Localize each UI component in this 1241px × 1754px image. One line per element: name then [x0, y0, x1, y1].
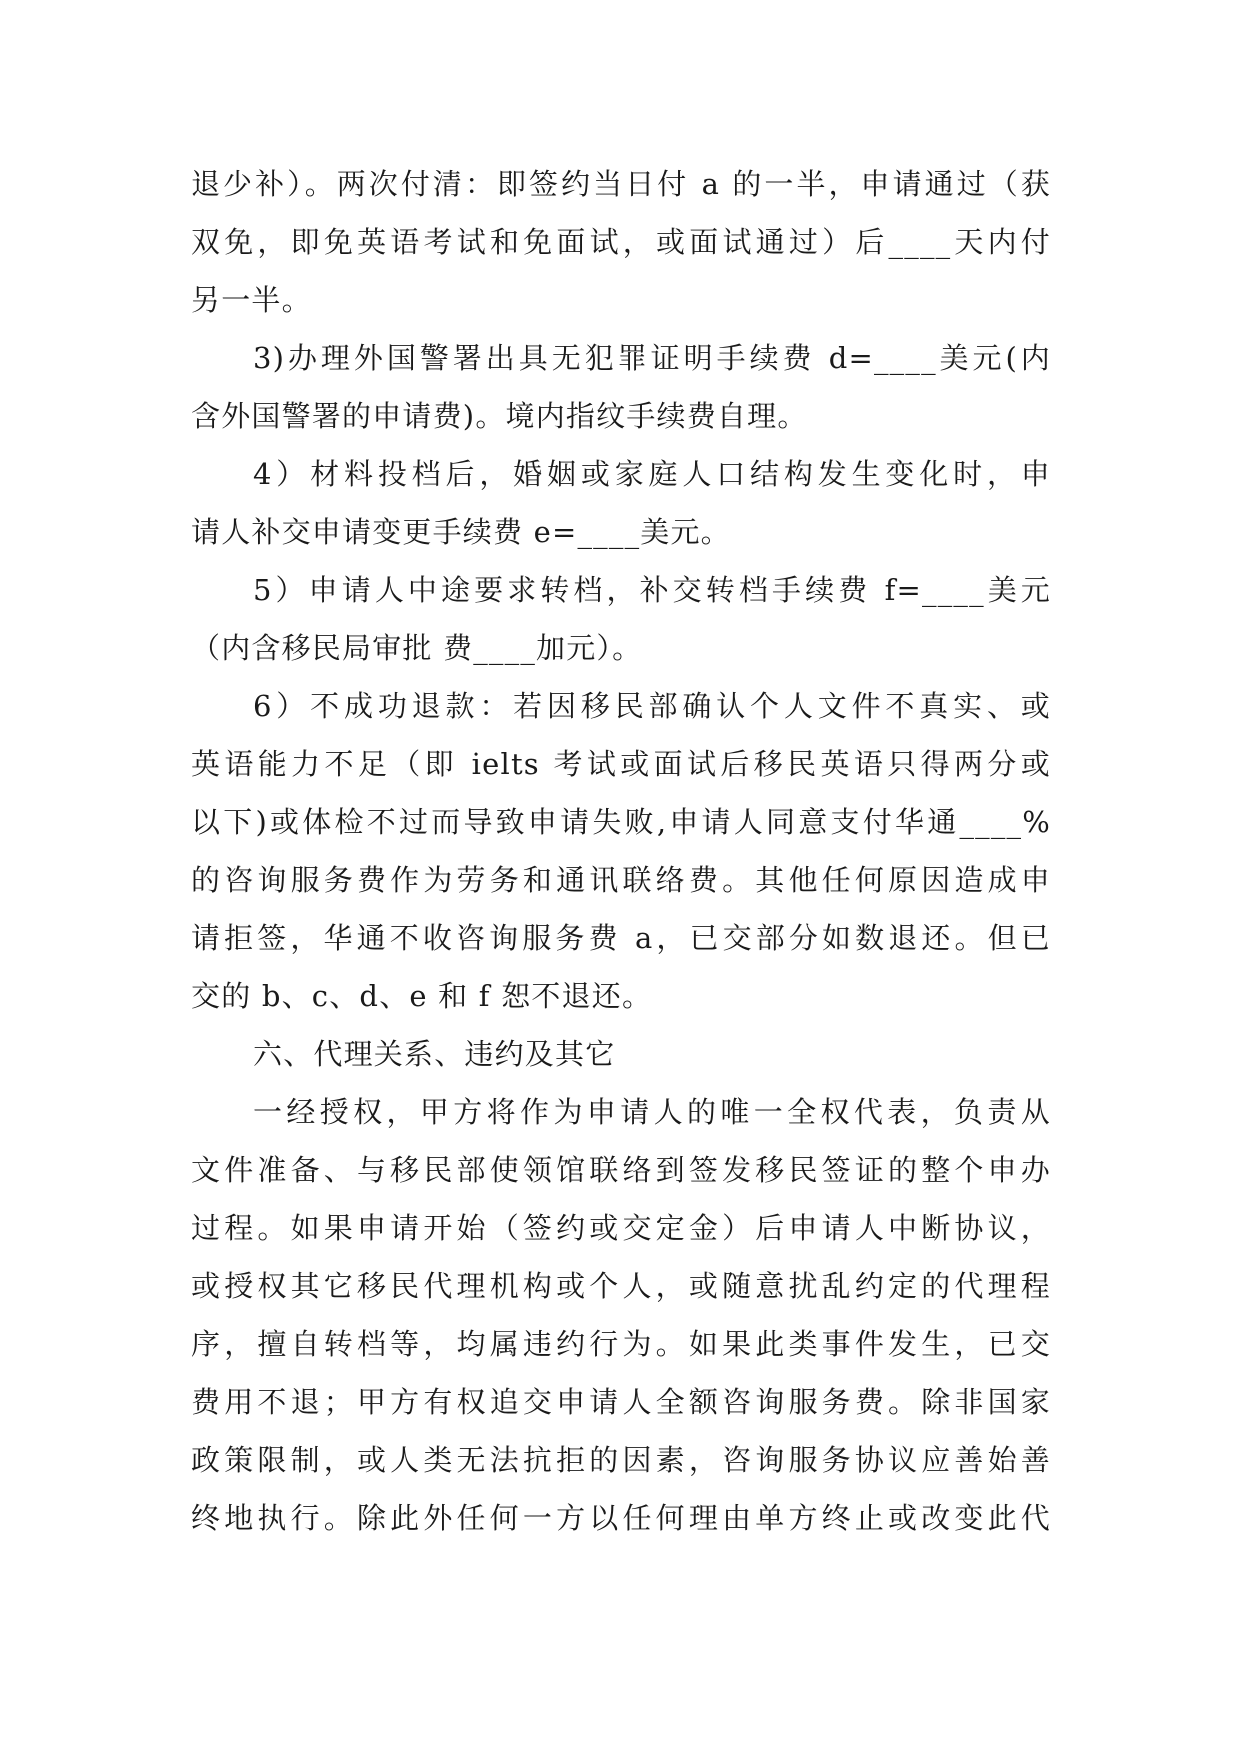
text-line: 双免，即免英语考试和免面试，或面试通过）后____天内付 [191, 225, 1051, 259]
text-line: 5）申请人中途要求转档，补交转档手续费 f=____美元 [253, 573, 1051, 607]
text-line: 退少补）。两次付清：即签约当日付 a 的一半，申请通过（获 [191, 167, 1051, 201]
text-line: 以下)或体检不过而导致申请失败,申请人同意支付华通____% [191, 805, 1051, 839]
text-line: 交的 b、c、d、e 和 f 恕不退还。 [191, 979, 653, 1013]
text-line: 6）不成功退款：若因移民部确认个人文件不真实、或 [253, 689, 1051, 723]
text-line: （内含移民局审批 费____加元）。 [191, 631, 643, 665]
text-line: 的咨询服务费作为劳务和通讯联络费。其他任何原因造成申 [191, 863, 1051, 897]
text-line: 请人补交申请变更手续费 e=____美元。 [191, 515, 731, 549]
text-line: 政策限制，或人类无法抗拒的因素，咨询服务协议应善始善 [191, 1443, 1051, 1477]
text-line: 另一半。 [191, 283, 312, 317]
text-line: 请拒签，华通不收咨询服务费 a，已交部分如数退还。但已 [191, 921, 1051, 955]
document-body [191, 155, 1051, 1547]
text-line: 序，擅自转档等，均属违约行为。如果此类事件发生，已交 [191, 1327, 1051, 1361]
text-line: 含外国警署的申请费)。境内指纹手续费自理。 [191, 399, 808, 433]
text-line: 3)办理外国警署出具无犯罪证明手续费 d=____美元(内 [253, 341, 1051, 375]
text-line: 英语能力不足（即 ielts 考试或面试后移民英语只得两分或 [191, 747, 1051, 781]
text-line: 4）材料投档后，婚姻或家庭人口结构发生变化时，申 [253, 457, 1051, 491]
text-line: 费用不退；甲方有权追交申请人全额咨询服务费。除非国家 [191, 1385, 1051, 1419]
text-line: 或授权其它移民代理机构或个人，或随意扰乱约定的代理程 [191, 1269, 1051, 1303]
text-line: 终地执行。除此外任何一方以任何理由单方终止或改变此代 [191, 1501, 1051, 1535]
text-line: 过程。如果申请开始（签约或交定金）后申请人中断协议， [191, 1211, 1051, 1245]
text-line: 一经授权，甲方将作为申请人的唯一全权代表，负责从 [253, 1095, 1051, 1129]
text-line: 六、代理关系、违约及其它 [253, 1037, 616, 1071]
text-line: 文件准备、与移民部使领馆联络到签发移民签证的整个申办 [191, 1153, 1051, 1187]
